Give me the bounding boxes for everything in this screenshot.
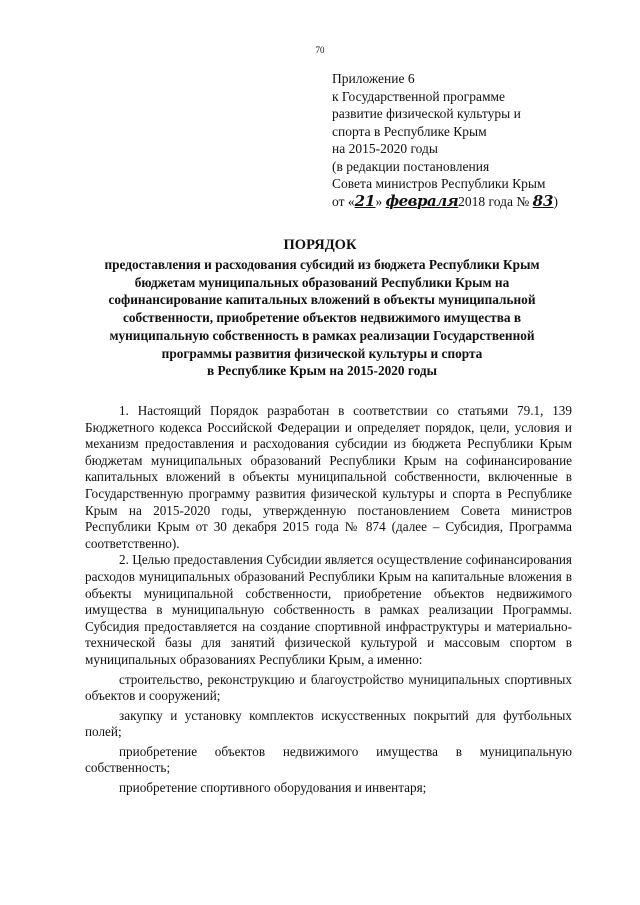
appendix-line: (в редакции постановления xyxy=(332,158,490,174)
appendix-line: Приложение 6 xyxy=(332,71,415,86)
document-title: ПОРЯДОК xyxy=(283,237,357,253)
subtitle-line: программы развития физической культуры и спорта xyxy=(161,345,483,361)
subtitle-line: софинансирование капитальных вложений в объекты муниципальной xyxy=(108,292,536,308)
page-number: 70 xyxy=(315,45,325,55)
subtitle-line: предоставления и расходования субсидий из бюджета Республики Крым xyxy=(104,257,540,272)
appendix-block xyxy=(332,70,592,210)
appendix-line: Совета министров Республики Крым xyxy=(332,176,546,191)
appendix-line: на 2015-2020 годы xyxy=(332,141,438,156)
list-item: строительство, реконструкцию и благоустройство муниципальных спортивных объектов и сооружений; xyxy=(85,671,572,704)
subtitle-line: собственности, приобретение объектов недвижимого имущества в xyxy=(122,310,522,326)
list-item: приобретение спортивного оборудования и инвентаря; xyxy=(119,780,427,796)
paragraph-1: 1. Настоящий Порядок разработан в соответствии со статьями 79.1, 139 Бюджетного кодекса Российской Федерации и определяет порядок, цели, условия и механизм предоставления и расходования субсидии из бюджета Республики Крым бюджетам муниципальных образований Республики Крым на софинансирование капитальных вложений в объекты муниципальной собственности, включенные в Государственную программу развития физической культуры и спорта в Республике Крым на 2015-2020 годы, утвержденную постановлением Совета министров Республики Крым от 30 декабря 2015 года № 874 (далее – Субсидия, Программа соответственно). xyxy=(85,403,572,551)
subtitle-line: муниципальную собственность в рамках реализации Государственной xyxy=(109,327,535,343)
appendix-line: к Государственной программе xyxy=(332,88,506,104)
list-item: приобретение объектов недвижимого имущества в муниципальную собственность; xyxy=(85,743,572,776)
appendix-line: спорта в Республике Крым xyxy=(332,123,487,139)
document-subtitle xyxy=(84,256,560,380)
handwritten-month: февраля xyxy=(385,191,459,210)
handwritten-number: 83 xyxy=(532,191,554,210)
document-body xyxy=(85,403,572,797)
subtitle-line: бюджетам муниципальных образований Республики Крым на xyxy=(134,274,510,290)
date-year: 2018 года № xyxy=(458,193,530,209)
date-prefix: от « xyxy=(332,193,355,209)
paragraph-2: 2. Целью предоставления Субсидии является осуществление софинансирования расходов муниципальных образований Республики Крым на капитальные вложения в объекты муниципальной собственности, приобретение объектов недвижимого имущества в муниципальную собственность в рамках реализации Программы. Субсидия предоставляется на создание спортивной инфраструктуры и материально-технической базы для занятий физической культурой и массовым спортом в муниципальных образованиях Республики Крым, а именно: xyxy=(85,552,572,667)
date-suffix: ) xyxy=(553,193,558,209)
list-item: закупку и установку комплектов искусственных покрытий для футбольных полей; xyxy=(85,707,572,740)
date-mid: » xyxy=(375,193,383,209)
appendix-line: развитие физической культуры и xyxy=(332,106,521,121)
subtitle-line: в Республике Крым на 2015-2020 годы xyxy=(206,363,437,379)
handwritten-day: 21 xyxy=(354,191,376,210)
appendix-date-line xyxy=(332,193,592,211)
